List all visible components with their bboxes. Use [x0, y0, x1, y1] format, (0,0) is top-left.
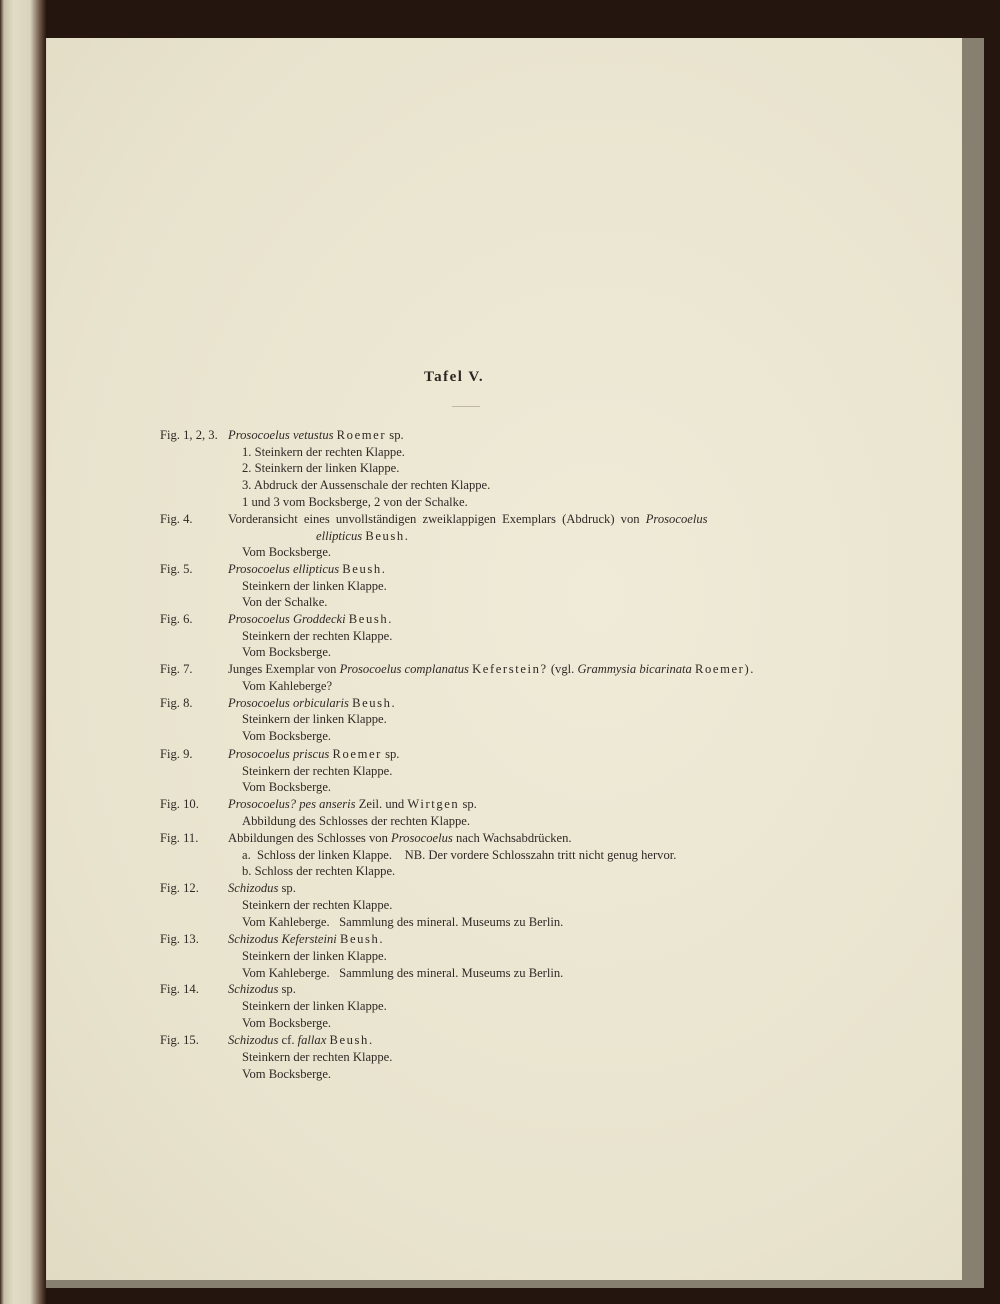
fig-caption	[228, 661, 755, 677]
species-name: Prosocoelus ellipticus	[228, 562, 340, 576]
fig-caption	[228, 511, 708, 527]
fig-label: Fig. 7.	[160, 662, 193, 676]
fig-label: Fig. 4.	[160, 512, 193, 526]
species-name: fallax	[297, 1033, 327, 1047]
fig-caption	[228, 427, 404, 443]
author-name: Wirtgen	[407, 797, 460, 811]
author-name: Zeil.	[358, 797, 383, 811]
author-name: Beush.	[352, 696, 397, 710]
caption-line: Vom Bocksberge.	[242, 1016, 332, 1030]
caption-line: Von der Schalke.	[242, 595, 328, 609]
fig-caption	[228, 830, 572, 846]
caption-text: sp.	[462, 797, 477, 811]
author-name: Beush.	[329, 1033, 374, 1047]
species-name: Prosocoelus? pes anseris	[228, 797, 356, 811]
fig-label: Fig. 5.	[160, 562, 193, 576]
species-name: Grammysia bicarinata	[577, 662, 692, 676]
caption-line: Vom Bocksberge.	[242, 545, 332, 559]
caption-line: Steinkern der rechten Klappe.	[242, 1050, 393, 1064]
author-name: Roemer	[336, 428, 387, 442]
fig-caption	[228, 611, 393, 627]
fig-label: Fig. 1, 2, 3.	[160, 428, 218, 442]
species-name: Prosocoelus	[645, 512, 708, 526]
fig-label: Fig. 12.	[160, 881, 199, 895]
caption-line: Vom Bocksberge.	[242, 1067, 332, 1081]
author-name: Beush.	[348, 612, 394, 626]
caption-line: Abbildung des Schlosses der rechten Klappe.	[242, 814, 471, 828]
caption-line: Steinkern der linken Klappe.	[242, 579, 387, 593]
caption-line: Vom Kahleberge. Sammlung des mineral. Museums zu Berlin.	[242, 915, 564, 929]
caption-line: Vom Bocksberge.	[242, 645, 332, 659]
caption-line	[316, 528, 410, 544]
fig-caption	[228, 931, 384, 947]
caption-line: Vom Bocksberge.	[242, 729, 332, 743]
fig-label: Fig. 13.	[160, 932, 199, 946]
species-name: Schizodus	[228, 881, 279, 895]
caption-line: Steinkern der linken Klappe.	[242, 949, 387, 963]
caption-line: Vom Bocksberge.	[242, 780, 332, 794]
species-name: Schizodus Kefersteini	[228, 932, 337, 946]
caption-text: nach Wachsabdrücken.	[455, 831, 572, 845]
caption-line: b. Schloss der rechten Klappe.	[242, 864, 396, 878]
caption-text: (vgl.	[550, 662, 575, 676]
fig-caption	[228, 1032, 374, 1048]
caption-text: Abbildungen des Schlosses von	[228, 831, 388, 845]
caption-text: und	[385, 797, 405, 811]
caption-text: cf.	[281, 1033, 295, 1047]
species-name: Prosocoelus priscus	[228, 747, 330, 761]
caption-text: sp.	[281, 881, 296, 895]
caption-text: Vorderansicht eines unvollständigen zweiklappigen Exemplars (Abdruck) von	[228, 512, 640, 526]
fig-label: Fig. 14.	[160, 982, 199, 996]
species-name: Prosocoelus vetustus	[228, 428, 334, 442]
title-rule	[452, 406, 480, 407]
caption-line: Steinkern der linken Klappe.	[242, 999, 387, 1013]
left-page-edge	[0, 0, 46, 1304]
author-name: Beush.	[365, 529, 410, 543]
fig-caption	[228, 695, 396, 711]
fig-caption	[228, 880, 296, 896]
author-name: Beush.	[342, 562, 387, 576]
caption-text: sp.	[281, 982, 296, 996]
species-name: Prosocoelus Groddecki	[228, 612, 346, 626]
fig-label: Fig. 6.	[160, 612, 193, 626]
caption-text: sp.	[389, 428, 404, 442]
fig-label: Fig. 11.	[160, 831, 199, 845]
species-name: Prosocoelus complanatus	[339, 662, 469, 676]
caption-line: Steinkern der rechten Klappe.	[242, 898, 393, 912]
fig-label: Fig. 8.	[160, 696, 193, 710]
page-leaf	[46, 38, 962, 1280]
fig-label: Fig. 15.	[160, 1033, 199, 1047]
caption-line: 2. Steinkern der linken Klappe.	[242, 461, 400, 475]
caption-line: Steinkern der linken Klappe.	[242, 712, 387, 726]
caption-text: sp.	[385, 747, 400, 761]
caption-line: Vom Kahleberge. Sammlung des mineral. Museums zu Berlin.	[242, 966, 564, 980]
caption-line: Steinkern der rechten Klappe.	[242, 629, 393, 643]
fig-caption	[228, 746, 399, 762]
caption-line: Steinkern der rechten Klappe.	[242, 764, 393, 778]
caption-line: a. Schloss der linken Klappe. NB. Der vordere Schlosszahn tritt nicht genug hervor.	[242, 848, 677, 862]
fig-label: Fig. 9.	[160, 747, 193, 761]
species-name: Schizodus	[228, 982, 279, 996]
fig-label: Fig. 10.	[160, 797, 199, 811]
fig-caption	[228, 981, 296, 997]
species-name: Prosocoelus	[391, 831, 453, 845]
caption-line: 3. Abdruck der Aussenschale der rechten Klappe.	[242, 478, 491, 492]
author-name: Keferstein?	[472, 662, 548, 676]
caption-line: Vom Kahleberge?	[242, 679, 333, 693]
author-name: Roemer	[332, 747, 382, 761]
author-name: Roemer).	[695, 662, 756, 676]
author-name: Beush.	[339, 932, 385, 946]
caption-line: 1. Steinkern der rechten Klappe.	[242, 445, 405, 459]
caption-line: 1 und 3 vom Bocksberge, 2 von der Schalke.	[242, 495, 468, 509]
page-title: Tafel V.	[424, 369, 485, 385]
book-page	[46, 38, 984, 1288]
fig-caption	[228, 561, 387, 577]
species-name: Prosocoelus orbicularis	[228, 696, 349, 710]
caption-text: Junges Exemplar von	[228, 662, 337, 676]
species-name: ellipticus	[316, 529, 363, 543]
species-name: Schizodus	[228, 1033, 279, 1047]
fig-caption	[228, 796, 477, 812]
